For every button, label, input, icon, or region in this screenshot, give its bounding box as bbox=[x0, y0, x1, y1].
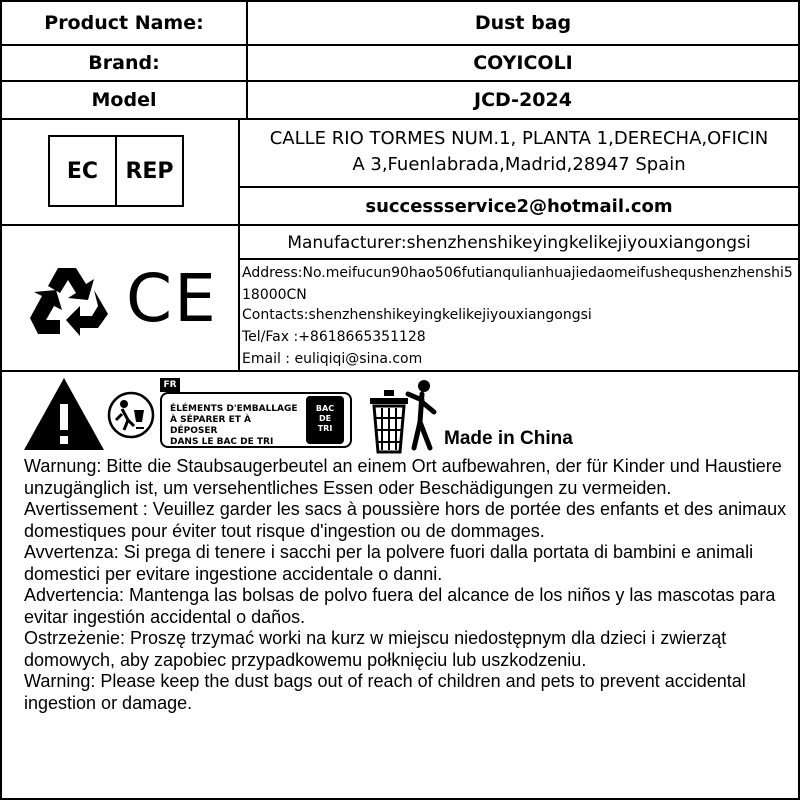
ec-rep-symbol bbox=[48, 135, 184, 207]
manufacturer-email: Email : euliqiqi@sina.com bbox=[242, 351, 423, 367]
model-value: JCD-2024 bbox=[474, 89, 572, 111]
rep-email: successservice2@hotmail.com bbox=[365, 195, 673, 217]
made-in-label: Made in China bbox=[444, 428, 573, 449]
triman-text bbox=[170, 404, 300, 448]
dispose-in-bin-icon bbox=[364, 378, 444, 456]
product-name-value: Dust bag bbox=[474, 12, 572, 34]
ec-rep-ec: EC bbox=[66, 158, 99, 184]
manufacturer-contacts: Contacts:shenzhenshikeyingkelikejiyouxiangongsi bbox=[242, 307, 592, 323]
triman-icon bbox=[106, 390, 156, 440]
brand-label: Brand: bbox=[88, 52, 160, 74]
bin-line2: DE bbox=[318, 414, 332, 423]
recycle-icon bbox=[28, 262, 112, 338]
triman-info-block bbox=[160, 378, 356, 454]
ce-mark-icon: CE bbox=[126, 260, 218, 337]
warning-pl: Ostrzeżenie: Proszę trzymać worki na kurz w miejscu niedostępnym dla dzieci i zwierząt domowych, aby zapobiec przypadkowemu połknięciu lub uszkodzeniu. bbox=[24, 628, 727, 670]
product-name-label: Product Name: bbox=[44, 12, 204, 34]
sorting-bin-icon bbox=[306, 396, 344, 444]
triman-country: FR bbox=[160, 378, 180, 392]
triman-line3: DANS LE BAC DE TRI bbox=[170, 437, 274, 447]
warning-en: Warning: Please keep the dust bags out of reach of children and pets to prevent accidental ingestion or damage. bbox=[24, 671, 746, 713]
triman-line2: À SÉPARER ET À DÉPOSER bbox=[170, 415, 251, 436]
model-label: Model bbox=[91, 89, 157, 111]
rep-address bbox=[246, 126, 792, 178]
warning-es: Advertencia: Mantenga las bolsas de polvo fuera del alcance de los niños y las mascotas para evitar ingestión accidental o daños. bbox=[24, 585, 776, 627]
ec-rep-rep: REP bbox=[115, 137, 182, 205]
warnings-block bbox=[24, 456, 790, 714]
brand-row bbox=[2, 46, 798, 82]
rep-address-line2: A 3,Fuenlabrada,Madrid,28947 Spain bbox=[352, 154, 686, 175]
warning-it: Avvertenza: Si prega di tenere i sacchi per la polvere fuori dalla portata di bambini e animali domestici per evitare ingestione accidentale o danni. bbox=[24, 542, 754, 584]
manufacturer-tel: Tel/Fax :+8618665351128 bbox=[242, 329, 426, 345]
bin-line1: BAC bbox=[315, 404, 335, 413]
warning-triangle-icon bbox=[22, 376, 106, 452]
manufacturer-title: Manufacturer:shenzhenshikeyingkelikejiyouxiangongsi bbox=[287, 233, 751, 253]
manufacturer-address: Address:No.meifucun90hao506futianqulianhuajiedaomeifushequshenzhenshi518000CN bbox=[242, 265, 793, 303]
triman-line1: ÉLÉMENTS D'EMBALLAGE bbox=[170, 404, 298, 414]
bin-line3: TRI bbox=[317, 424, 333, 433]
model-row bbox=[2, 82, 798, 120]
rep-address-line1: CALLE RIO TORMES NUM.1, PLANTA 1,DERECHA,OFICIN bbox=[269, 128, 769, 149]
product-name-row bbox=[2, 2, 798, 46]
warning-fr: Avertissement : Veuillez garder les sacs à poussière hors de portée des enfants et des animaux domestiques pour éviter tout risque d'ingestion ou de dommages. bbox=[24, 499, 787, 541]
warning-de: Warnung: Bitte die Staubsaugerbeutel an einem Ort aufbewahren, der für Kinder und Haustiere unzugänglich ist, um versehentliches Essen oder Beschädigungen zu vermeiden. bbox=[24, 456, 782, 498]
brand-value: COYICOLI bbox=[473, 52, 573, 74]
